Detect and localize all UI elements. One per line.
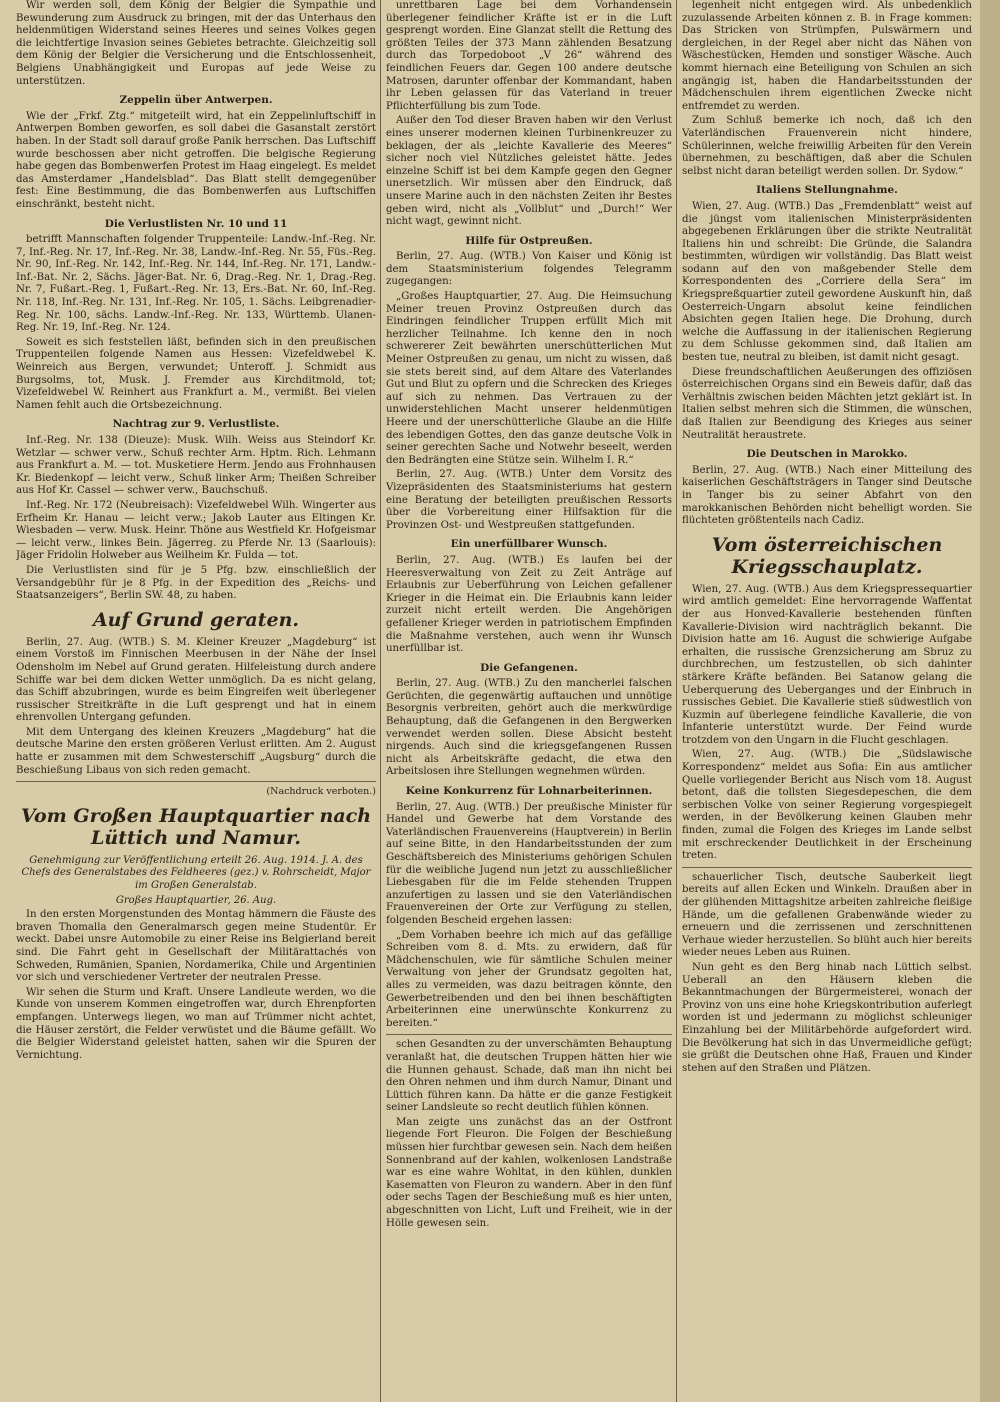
paragraph: Berlin, 27. Aug. (WTB.) Zu den mancherlei falschen Gerüchten, die gegenwärtig auftauchen und unnötige Besorgnis verbreiten, gehört auch die merkwürdige Behauptung, daß die Gefangenen in den Bergwerken verwendet werden sollen. Diese Absicht besteht nirgends. Auch sind die kriegsgefangenen Russen nicht als Arbeitskräfte gedacht, die etwa den Arbeitslosen ihre Stellungen wegnehmen würden. <box>386 678 672 778</box>
paragraph: Zum Schluß bemerke ich noch, daß ich den Vaterländischen Frauenverein nicht hindere, Schülerinnen, welche freiwillig Arbeiten für den Verein übernehmen, zu beschäftigen, daß aber die Schulen selbst nicht daran beteiligt werden sollen. Dr. Sydow.“ <box>682 115 972 177</box>
paragraph: Diese freundschaftlichen Aeußerungen des offiziösen österreichischen Organs sind ein Beweis dafür, daß das Verhältnis zwischen beiden Mächten jetzt geklärt ist. In Italien selbst mehren sich die Stimmen, die wünschen, daß Italien zur Beendigung des Krieges aus seiner Neutralität heraustrete. <box>682 366 972 441</box>
article-subtitle: Genehmigung zur Veröffentlichung erteilt 26. Aug. 1914. J. A. des Chefs des Generalstabes des Feldheeres (gez.) v. Rohrscheidt, Major im Großen Generalstab. <box>21 854 371 892</box>
paragraph: schauerlicher Tisch, deutsche Sauberkeit liegt bereits auf allen Ecken und Winkeln. Draußen aber in der glühenden Mittagshitze arbeiten zahlreiche fleißige Hände, um die gefallenen Grabenwände wieder zu erneuern und die zerrissenen und zerschnittenen Verhaue wieder herzustellen. So blüht auch hier bereits wieder neues Leben aus Ruinen. <box>682 871 972 959</box>
paragraph: Soweit es sich feststellen läßt, befinden sich in den preußischen Truppenteilen folgende Namen aus Hessen: Vizefeldwebel K. Weinreich aus Bergen, verwundet; Unteroff. J. Schmidt aus Burgsolms, tot, Musk. J. Fremder aus Kirchditmold, tot; Vizefeldwebel W. Reinhert aus Frankfurt a. M., vermißt. Bei vielen Namen fehlt auch die Ortsbezeichnung. <box>16 336 376 411</box>
column-rule <box>676 0 677 1402</box>
paragraph: Mit dem Untergang des kleinen Kreuzers „Magdeburg“ hat die deutsche Marine den ersten größeren Verlust erlitten. Am 2. August hatte er zusammen mit dem Schwesterschiff „Augsburg“ durch die Beschießung Libaus von sich reden gemacht. <box>16 726 376 776</box>
article-headline: Vom österreichischen Kriegsschauplatz. <box>711 533 943 578</box>
paragraph: Wir werden soll, dem König der Belgier die Sympathie und Bewunderung zum Ausdruck zu bringen, mit der das Unterhaus den heldenmütigen Widerstand seines Heeres und seines Volkes gegen die leichtfertige Invasion seines Gebietes betrachte. Gleichzeitig soll dem König der Belgier die Versicherung und die Entschlossenheit, Belgiens Unabhängigkeit und Europas auf jede Weise zu unterstützen. <box>16 0 376 87</box>
reprint-note: (Nachdruck verboten.) <box>266 786 376 798</box>
paragraph: schen Gesandten zu der unverschämten Behauptung veranlaßt hat, die deutschen Truppen hätten hier wie die Hunnen gehaust. Schade, daß man ihn nicht bei den Ohren nehmen und ihm durch Namur, Dinant und Lüttich führen kann. Da hätte er die ganze Festigkeit seiner Landsleute so recht deutlich fühlen können. <box>386 1039 672 1114</box>
page-edge <box>980 0 1000 1402</box>
dateline: Großes Hauptquartier, 26. Aug. <box>115 894 277 906</box>
paragraph: In den ersten Morgenstunden des Montag hämmern die Fäuste des braven Thomalla den Generalmarsch gegen meine Studentür. Er weckt. Dabei unsre Automobile zu einer Reise ins Belgierland bereit sind. Die Fahrt geht in Gesellschaft der Militärattachés von Schweden, Rumänien, Spanien, Nordamerika, Chile und Argentinien vor sich und verschiedener Vertreter der neutralen Presse. <box>16 909 376 984</box>
divider <box>16 781 376 782</box>
article-headline: Vom Großen Hauptquartier nach Lüttich und Namur. <box>20 804 372 849</box>
section-heading: Keine Konkurrenz für Lohnarbeiterinnen. <box>405 785 653 798</box>
paragraph: unrettbaren Lage bei dem Vorhandensein überlegener feindlicher Kräfte ist er in die Luft gesprengt worden. Eine Glanzat stellt die Rettung des größten Teiles der 373 Mann zählenden Besatzung durch das Torpedoboot „V 26“ während des feindlichen Feuers dar. Gegen 100 andere deutsche Matrosen, darunter offenbar der Kommandant, haben ihr Leben gelassen für das Vaterland in treuer Pflichterfüllung bis zum Tode. <box>386 0 672 112</box>
paragraph: Berlin, 27. Aug. (WTB.) S. M. Kleiner Kreuzer „Magdeburg“ ist einem Vorstoß im Finnischen Meerbusen in der Nähe der Insel Odensholm im Nebel auf Grund geraten. Hilfeleistung durch andere Schiffe war bei dem dicken Wetter unmöglich. Da es nicht gelang, das Schiff abzubringen, wurde es beim Eingreifen weit überlegener russischer Streitkräfte in die Luft gesprengt und hat in einem ehrenvollen Untergang gefunden. <box>16 636 376 724</box>
paragraph: Außer den Tod dieser Braven haben wir den Verlust eines unserer modernen kleinen Turbinenkreuzer zu beklagen, der als „leichte Kavallerie des Meeres“ sicher noch viel Nützliches geleistet hätte. Jedes einzelne Schiff ist bei dem Kampfe gegen den Gegner unersetzlich. Wir müssen aber den Eindruck, daß unsere Marine auch in den nächsten Zeiten ihr Bestes geben wird, nicht als „Vollblut“ und „Durch!“ Wer nicht wagt, gewinnt nicht. <box>386 115 672 228</box>
paragraph: Die Verlustlisten sind für je 5 Pfg. bzw. einschließlich der Versandgebühr für je 8 Pfg. in der Expedition des „Reichs- und Staatsanzeigers“, Berlin SW. 48, zu haben. <box>16 564 376 602</box>
paragraph: legenheit nicht entgegen wird. Als unbedenklich zuzulassende Arbeiten können z. B. in Frage kommen: Das Stricken von Strümpfen, Pulswärmern und dergleichen, in der Regel aber nicht das Nähen von Wäschestücken, Hemden und sonstiger Wäsche. Auch kommt hiernach eine Beteiligung von Schulen an sich angängig ist, haben die Handarbeitsstunden der Mädchenschulen ihrem eigentlichen Zwecke nicht entfremdet zu werden. <box>682 0 972 112</box>
paragraph: „Dem Vorhaben beehre ich mich auf das gefällige Schreiben vom 8. d. Mts. zu erwidern, daß für Mädchenschulen, wie für sämtliche Schulen meiner Verwaltung von jeher der Grundsatz gegolten hat, alles zu vermeiden, was dazu beitragen könnte, den Gewerbetreibenden und den bei ihnen beschäftigten Arbeiterinnen eine unerwünschte Konkurrenz zu bereiten.“ <box>386 929 672 1029</box>
paragraph: Wien, 27. Aug. (WTB.) Das „Fremdenblatt“ weist auf die jüngst vom italienischen Ministerpräsidenten abgegebenen Erklärungen über die strikte Neutralität Italiens hin und schreibt: Die Gründe, die Salandra bestimmten, würdigen wir vollständig. Das Blatt weist sodann auf den von maßgebender Stelle dem Korrespondenten des „Corriere della Sera“ im Kriegspreßquartier zuteil gewordene Auskunft hin, daß Oesterreich-Ungarn absolut keine feindlichen Absichten gegen Italien hege. Die Drohung, durch welche die Auffassung in der italienischen Regierung zu dem Schlusse gekommen sind, daß Italien am besten tue, neutral zu bleiben, ist damit nicht gesagt. <box>682 200 972 364</box>
column-rule <box>380 0 381 1402</box>
section-heading: Die Deutschen in Marokko. <box>746 448 908 461</box>
column-2 <box>386 0 672 1232</box>
section-heading: Die Gefangenen. <box>480 661 578 674</box>
paragraph: Wien, 27. Aug. (WTB.) Die „Südslawische Korrespondenz“ meldet aus Sofia: Ein aus amtlicher Quelle vorliegender Bericht aus Nisch vom 18. August betont, daß die tollsten Siegesdepeschen, die dem serbischen Volke von seiner Regierung vorgespiegelt werden, in der Bevölkerung keinen Glauben mehr finden, zumal die Folgen des Krieges im Lande selbst mit erschreckender Deutlichkeit in der Erscheinung treten. <box>682 749 972 862</box>
paragraph: Inf.-Reg. Nr. 172 (Neubreisach): Vizefeldwebel Wilh. Wingerter aus Erfheim Kr. Hanau — leicht verw.; Jakob Lauter aus Eltingen Kr. Wiesbaden — verw. Musk. Heinr. Thöne aus Westfield Kr. Hofgeismar — leicht verw., linkes Bein. Jägerreg. zu Pferde Nr. 13 (Saarlouis): Jäger Fridolin Holweber aus Weilheim Kr. Fulda — tot. <box>16 499 376 562</box>
paragraph: Wir sehen die Sturm und Kraft. Unsere Landleute werden, wo die Kunde von unserem Kommen eingetroffen war, durch Ehrenpforten empfangen. Unterwegs liegen, wo man auf Trümmer nicht achtet, die Häuser zerstört, die Felder verwüstet und die Bäume gefällt. Wo die Belgier Widerstand geleistet hatten, sahen wir die Spuren der Vernichtung. <box>16 986 376 1061</box>
paragraph: betrifft Mannschaften folgender Truppenteile: Landw.-Inf.-Reg. Nr. 7, Inf.-Reg. Nr. 17, Inf.-Reg. Nr. 38, Landw.-Inf.-Reg. Nr. 55, Füs.-Reg. Nr. 90, Inf.-Reg. Nr. 142, Inf.-Reg. Nr. 144, Inf.-Reg. Nr. 171, Landw.-Inf.-Bat. Nr. 2, Sächs. Jäger-Bat. Nr. 6, Drag.-Reg. Nr. 1, Drag.-Reg. Nr. 7, Fußart.-Reg. 1, Fußart.-Reg. Nr. 13, Ers.-Bat. Nr. 60, Inf.-Reg. Nr. 118, Inf.-Reg. Nr. 131, Inf.-Reg. Nr. 105, 1. Sächs. Leibgrenadier-Reg. Nr. 100, sächs. Landw.-Inf.-Reg. Nr. 133, Württemb. Ulanen-Reg. Nr. 19, Inf.-Reg. Nr. 124. <box>16 234 376 334</box>
paragraph: Wie der „Frkf. Ztg.“ mitgeteilt wird, hat ein Zeppelinluftschiff in Antwerpen Bomben geworfen, es soll dabei die Gasanstalt zerstört haben. In der Stadt soll darauf große Panik herrschen. Das Luftschiff wurde beschossen aber nicht getroffen. Die belgische Regierung habe gegen das Bombenwerfen Protest im Haag eingelegt. Es meldet das Amsterdamer „Handelsblad“. Das Blatt stellt demgegenüber fest: Eine Bestimmung, die das Bombenwerfen aus Luftschiffen einschränkt, besteht nicht. <box>16 110 376 210</box>
article-headline: Auf Grund geraten. <box>92 608 300 631</box>
paragraph: Inf.-Reg. Nr. 138 (Dieuze): Musk. Wilh. Weiss aus Steindorf Kr. Wetzlar — schwer verw., Schuß rechter Arm. Hptm. Rich. Lehmann aus Frankfurt a. M. — tot. Musketiere Herm. Jendo aus Frohnhausen Kr. Biedenkopf — leicht verw., Schuß linker Arm; Theißen Schreiber aus Hof Kr. Cassel — schwer verw., Bauchschuß. <box>16 435 376 497</box>
paragraph: Berlin, 27. Aug. (WTB.) Der preußische Minister für Handel und Gewerbe hat dem Vorstande des Vaterländischen Frauenvereins (Hauptverein) in Berlin auf seine Bitte, in den Handarbeitsstunden der zum Geschäftsbereich des Ministeriums gehörigen Schulen für die weibliche Jugend nun jetzt zu ausschließlicher Liebesgaben für die im Felde stehenden Truppen anzufertigen zu lassen und sie den Vaterländischen Frauenvereinen der Orte zur Verfügung zu stellen, folgenden Bescheid ergehen lassen: <box>386 801 672 926</box>
section-heading: Ein unerfüllbarer Wunsch. <box>450 538 608 551</box>
column-1 <box>16 0 376 1064</box>
paragraph: „Großes Hauptquartier, 27. Aug. Die Heimsuchung Meiner treuen Provinz Ostpreußen durch das Eindringen feindlicher Truppen erfüllt Mich mit herzlicher Teilnahme. Ich kenne den in noch schwererer Zeit bewährten unerschütterlichen Mut Meiner Ostpreußen zu genau, um nicht zu wissen, daß sie stets bereit sind, auf dem Altare des Vaterlandes Gut und Blut zu opfern und die Schrecken des Krieges auf sich zu nehmen. Das Vertrauen zu der unwiderstehlichen Macht unserer heldenmütigen Heere und der unerschütterliche Glaube an die Hilfe des lebendigen Gottes, den das ganze deutsche Volk in seiner gerechten Sache und Notwehr beseelt, werden den Bedrängten eine Stütze sein. Wilhelm I. R.“ <box>386 291 672 466</box>
section-heading: Nachtrag zur 9. Verlustliste. <box>112 418 280 431</box>
section-heading: Hilfe für Ostpreußen. <box>465 234 593 247</box>
paragraph: Berlin, 27. Aug. (WTB.) Es laufen bei der Heeresverwaltung von Zeit zu Zeit Anträge auf Erlaubnis zur Ueberführung von Leichen gefallener Krieger in die Heimat ein. Die Erlaubnis kann leider zurzeit nicht erteilt werden. Die Angehörigen gefallener Krieger werden in patriotischem Empfinden die Maßnahme verstehen, auch wenn ihr Wunsch unerfüllbar ist. <box>386 554 672 655</box>
section-heading: Die Verlustlisten Nr. 10 und 11 <box>104 217 288 230</box>
paragraph: Wien, 27. Aug. (WTB.) Aus dem Kriegspressequartier wird amtlich gemeldet: Eine hervorragende Waffentat der aus Honved-Kavallerie bestehenden fünften Kavallerie-Division wird nachträglich bekannt. Die Division hatte am 16. August die schwierige Aufgabe erhalten, die russische Grenzsicherung am Sbruz zu durchbrechen, um festzustellen, ob sich dahinter stärkere Kräfte befänden. Bei Satanow gelang die Ueberquerung des Ueberganges und der Einbruch in russisches Gebiet. Die Kavallerie stieß südwestlich von Kuzmin auf überlegene feindliche Kavallerie, die von Infanterie unterstützt wurde. Der Feind wurde trotzdem von den Ungarn in die Flucht geschlagen. <box>682 583 972 746</box>
paragraph: Nun geht es den Berg hinab nach Lüttich selbst. Ueberall an den Häusern kleben die Bekanntmachungen der Bürgermeisterei, wonach der Provinz von uns eine hohe Kriegskontribution auferlegt worden ist und jedermann zu möglichst schleuniger Einzahlung bei der Militärbehörde aufgefordert wird. Die Bevölkerung hat sich in das Unvermeidliche gefügt; sie grüßt die Deutschen ohne Haß, Frauen und Kinder stehen auf den Straßen und Plätzen. <box>682 961 972 1074</box>
section-heading: Zeppelin über Antwerpen. <box>119 94 273 107</box>
divider <box>682 867 972 868</box>
column-3 <box>682 0 972 1077</box>
paragraph: Berlin, 27. Aug. (WTB.) Von Kaiser und König ist dem Staatsministerium folgendes Telegramm zugegangen: <box>386 251 672 288</box>
paragraph: Berlin, 27. Aug. (WTB.) Unter dem Vorsitz des Vizepräsidenten des Staatsministeriums hat gestern eine Beratung der beteiligten preußischen Ressorts über die Vorbereitung einer Hilfsaktion für die Provinzen Ost- und Westpreußen stattgefunden. <box>386 469 672 531</box>
paragraph: Man zeigte uns zunächst das an der Ostfront liegende Fort Fleuron. Die Folgen der Beschießung müssen hier furchtbar gewesen sein. Nach dem heißen Sonnenbrand auf der kahlen, wolkenlosen Landstraße war es eine wahre Wohltat, in den kühlen, dunklen Kasematten von Fleuron zu wandern. Aber in den fünf oder sechs Tagen der Beschießung muß es hier unten, abgeschnitten von Licht, Luft und Freiheit, wie in der Hölle gewesen sein. <box>386 1116 672 1229</box>
divider <box>386 1034 672 1035</box>
paragraph: Berlin, 27. Aug. (WTB.) Nach einer Mitteilung des kaiserlichen Geschäftsträgers in Tanger sind Deutsche in Tanger bis zu seiner Abfahrt von den marokkanischen Behörden nicht behelligt worden. Sie flüchteten größtenteils nach Cadiz. <box>682 464 972 527</box>
section-heading: Italiens Stellungnahme. <box>756 184 898 197</box>
